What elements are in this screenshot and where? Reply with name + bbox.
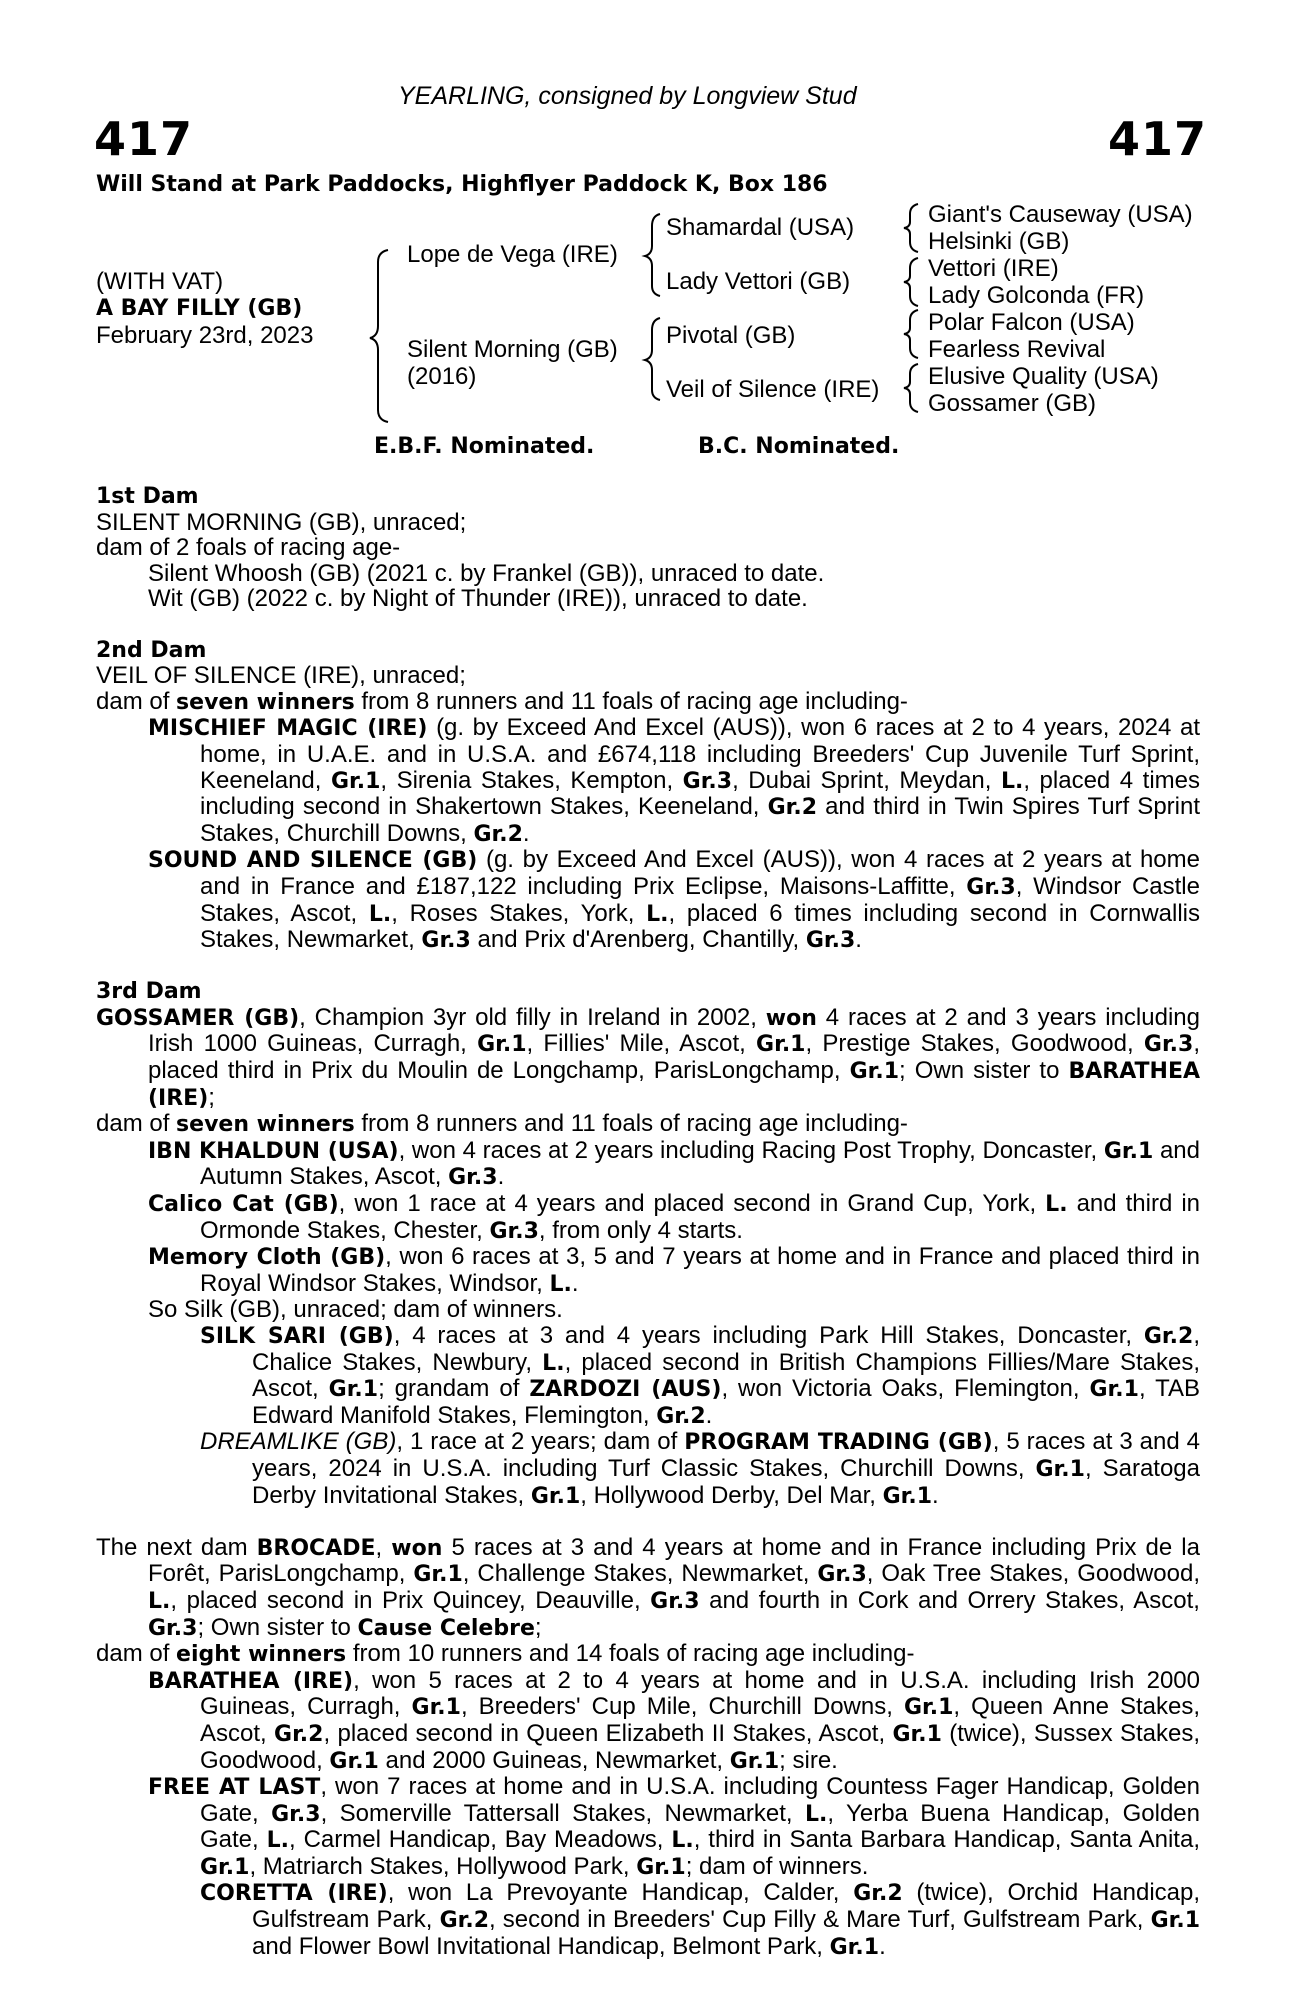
- first-dam-foal: Silent Whoosh (GB) (2021 c. by Frankel (GB)), unraced to date.: [148, 559, 825, 587]
- vat-note: (WITH VAT): [96, 268, 224, 295]
- pedigree-sire-sire: Shamardal (USA): [666, 214, 855, 241]
- first-dam-summary: dam of 2 foals of racing age-: [96, 534, 401, 562]
- horse-name: A BAY FILLY (GB): [96, 296, 303, 321]
- stand-location: Will Stand at Park Paddocks, Highflyer Paddock K, Box 186: [96, 172, 828, 197]
- second-dam-progeny: SOUND AND SILENCE (GB) (g. by Exceed And Excel (AUS)), won 4 races at 2 years at home and in France and £187,122 including Prix Eclipse, Maisons-Laffitte, Gr.3, Windsor Castle Stakes, Ascot, L., Roses Stakes, York, L., placed 6 times including second in Cornwallis Stakes, Newmarket, Gr.3 and Prix d'Arenberg, Chantilly, Gr.3.: [148, 846, 1200, 954]
- first-dam-foal: Wit (GB) (2022 c. by Night of Thunder (IRE)), unraced to date.: [148, 585, 808, 613]
- first-dam-heading: 1st Dam: [96, 484, 199, 509]
- second-dam-line: VEIL OF SILENCE (IRE), unraced;: [96, 662, 466, 690]
- lot-number-left: 417: [94, 112, 194, 166]
- next-dam-record: The next dam BROCADE, won 5 races at 3 and 4 years at home and in France including Prix de la Forêt, ParisLongchamp, Gr.1, Challenge Stakes, Newmarket, Gr.3, Oak Tree Stakes, Goodwood, L., placed second in Prix Quincey, Deauville, Gr.3 and fourth in Cork and Orrery Stakes, Ascot, Gr.3; Own sister to Cause Celebre;: [96, 1533, 1200, 1641]
- pedigree-gen3-8: Gossamer (GB): [928, 390, 1097, 417]
- pedigree-gen3-5: Polar Falcon (USA): [928, 309, 1135, 336]
- produce-record: [96, 484, 1200, 1960]
- grand-progeny: DREAMLIKE (GB), 1 race at 2 years; dam of PROGRAM TRADING (GB), 5 races at 3 and 4 years, 2024 in U.S.A. including Turf Classic Stakes, Churchill Downs, Gr.1, Saratoga Derby Invitational Stakes, Gr.1, Hollywood Derby, Del Mar, Gr.1.: [200, 1428, 1201, 1509]
- next-dam-summary: dam of eight winners from 10 runners and 14 foals of racing age including-: [96, 1640, 915, 1668]
- third-dam-record: GOSSAMER (GB), Champion 3yr old filly in Ireland in 2002, won 4 races at 2 and 3 years including Irish 1000 Guineas, Curragh, Gr.1, Fillies' Mile, Ascot, Gr.1, Prestige Stakes, Goodwood, Gr.3, placed third in Prix du Moulin de Longchamp, ParisLongchamp, Gr.1; Own sister to BARATHEA (IRE);: [96, 1003, 1201, 1111]
- first-dam-line: SILENT MORNING (GB), unraced;: [96, 508, 467, 536]
- bc-nomination: B.C. Nominated.: [698, 434, 900, 459]
- next-dam-progeny: BARATHEA (IRE), won 5 races at 2 to 4 years at home and in U.S.A. including Irish 2000 Guineas, Curragh, Gr.1, Breeders' Cup Mile, Churchill Downs, Gr.1, Queen Anne Stakes, Ascot, Gr.2, placed second in Queen Elizabeth II Stakes, Ascot, Gr.1 (twice), Sussex Stakes, Goodwood, Gr.1 and 2000 Guineas, Newmarket, Gr.1; sire.: [148, 1666, 1201, 1774]
- next-dam-grand-progeny: CORETTA (IRE), won La Prevoyante Handicap, Calder, Gr.2 (twice), Orchid Handicap, Gulfstream Park, Gr.2, second in Breeders' Cup Filly & Mare Turf, Gulfstream Park, Gr.1 and Flower Bowl Invitational Handicap, Belmont Park, Gr.1.: [200, 1879, 1201, 1960]
- pedigree-gen3-4: Lady Golconda (FR): [928, 282, 1145, 309]
- pedigree-dam: Silent Morning (GB): [407, 336, 618, 363]
- pedigree-dam-sire: Pivotal (GB): [666, 322, 796, 349]
- ebf-nomination: E.B.F. Nominated.: [374, 434, 595, 459]
- pedigree-sire-dam: Lady Vettori (GB): [666, 268, 851, 295]
- third-dam-heading: 3rd Dam: [96, 979, 202, 1005]
- third-dam-progeny: So Silk (GB), unraced; dam of winners.: [148, 1296, 563, 1324]
- pedigree-gen3-3: Vettori (IRE): [928, 255, 1059, 282]
- second-dam-summary: dam of seven winners from 8 runners and 11 foals of racing age including-: [96, 687, 908, 715]
- second-dam-heading: 2nd Dam: [96, 637, 207, 663]
- third-dam-progeny: Calico Cat (GB), won 1 race at 4 years and placed second in Grand Cup, York, L. and third in Ormonde Stakes, Chester, Gr.3, from only 4 starts.: [148, 1190, 1200, 1244]
- third-dam-progeny: IBN KHALDUN (USA), won 4 races at 2 years including Racing Post Trophy, Doncaster, Gr.1 and Autumn Stakes, Ascot, Gr.3.: [148, 1136, 1200, 1191]
- pedigree-gen3-1: Giant's Causeway (USA): [928, 201, 1193, 228]
- pedigree-sire: Lope de Vega (IRE): [407, 241, 618, 268]
- third-dam-progeny: Memory Cloth (GB), won 6 races at 3, 5 and 7 years at home and in France and placed third in Royal Windsor Stakes, Windsor, L..: [148, 1243, 1200, 1297]
- third-dam-summary: dam of seven winners from 8 runners and 11 foals of racing age including-: [96, 1110, 908, 1138]
- pedigree-gen3-7: Elusive Quality (USA): [928, 363, 1159, 390]
- foaling-date: February 23rd, 2023: [96, 322, 314, 349]
- second-dam-progeny: MISCHIEF MAGIC (IRE) (g. by Exceed And Excel (AUS)), won 6 races at 2 to 4 years, 2024 at home, in U.A.E. and in U.S.A. and £674,118 including Breeders' Cup Juvenile Turf Sprint, Keeneland, Gr.1, Sirenia Stakes, Kempton, Gr.3, Dubai Sprint, Meydan, L., placed 4 times including second in Shakertown Stakes, Keeneland, Gr.2 and third in Twin Spires Turf Sprint Stakes, Churchill Downs, Gr.2.: [148, 714, 1201, 847]
- grand-progeny: SILK SARI (GB), 4 races at 3 and 4 years including Park Hill Stakes, Doncaster, Gr.2, Chalice Stakes, Newbury, L., placed second in British Champions Fillies/Mare Stakes, Ascot, Gr.1; grandam of ZARDOZI (AUS), won Victoria Oaks, Flemington, Gr.1, TAB Edward Manifold Stakes, Flemington, Gr.2.: [200, 1322, 1201, 1429]
- next-dam-progeny: FREE AT LAST, won 7 races at home and in U.S.A. including Countess Fager Handicap, Golden Gate, Gr.3, Somerville Tattersall Stakes, Newmarket, L., Yerba Buena Handicap, Golden Gate, L., Carmel Handicap, Bay Meadows, L., third in Santa Barbara Handicap, Santa Anita, Gr.1, Matriarch Stakes, Hollywood Park, Gr.1; dam of winners.: [148, 1773, 1200, 1880]
- pedigree-gen3-2: Helsinki (GB): [928, 228, 1070, 255]
- pedigree-gen3-6: Fearless Revival: [928, 336, 1106, 363]
- lot-number-right: 417: [1107, 112, 1207, 166]
- consignment-line: YEARLING, consigned by Longview Stud: [398, 82, 857, 110]
- pedigree-dam-year: (2016): [407, 363, 477, 390]
- pedigree-dam-dam: Veil of Silence (IRE): [666, 376, 880, 403]
